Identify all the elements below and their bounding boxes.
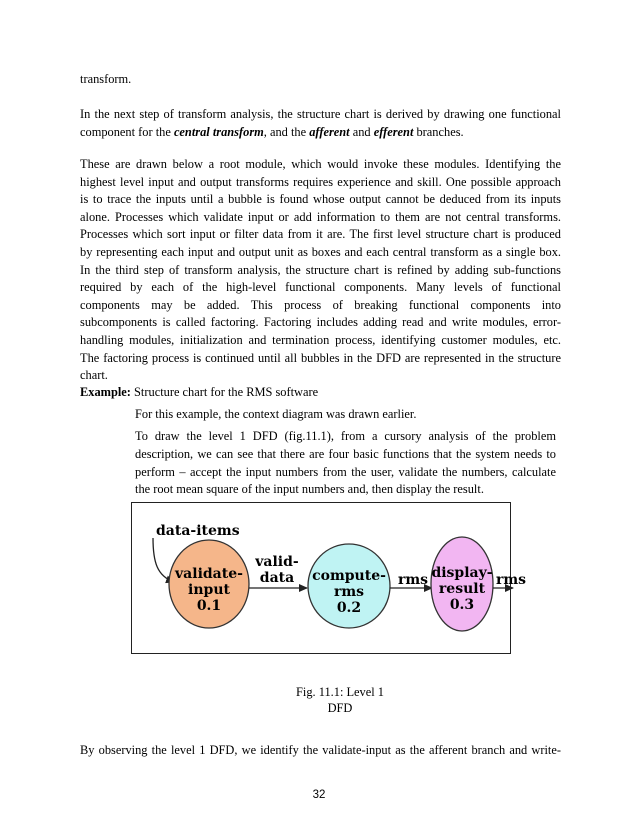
level1-dfd-figure (131, 502, 527, 654)
para2-line: chart. (80, 368, 108, 383)
bubble-compute-rms-name: compute- (312, 568, 386, 584)
dfd-paragraph (135, 428, 556, 499)
figure-caption (220, 684, 460, 716)
paragraph-structure-chart (80, 106, 561, 141)
bubble-display-result-name: display- (431, 565, 493, 581)
caption-line2: DFD (327, 701, 353, 715)
para2-line: by representing each input and output unit as boxes and each central transform as a single box. (80, 244, 561, 259)
flow-rms-label: rms (397, 572, 429, 588)
dfd-para-line: the root mean square of the input numbers and, then display the result. (135, 482, 484, 497)
para2-line: Processes which sort input or filter data from it are. The first level structure chart is produced (80, 227, 561, 242)
para2-line: handling modules, initialization and termination process, identifying customer modules, etc. (80, 332, 561, 347)
bubble-display-result-name2: result (438, 581, 486, 597)
bubble-display-result-number: 0.3 (449, 597, 475, 613)
bubble-compute-rms-number: 0.2 (336, 600, 362, 616)
bottom-line: By observing the level 1 DFD, we identify the validate-input as the afferent branch and write- (80, 743, 561, 757)
para2-line: required by each of the high-level functional components. Many levels of functional (80, 280, 561, 295)
para2-line: is to trace the inputs until a bubble is found whose output cannot be deduced from its inputs (80, 192, 561, 207)
term-efferent: efferent (373, 124, 414, 139)
example-heading (80, 384, 318, 402)
paragraph-observing (80, 742, 561, 760)
bubble-validate-input-name: validate- (175, 566, 243, 582)
caption-line1: Fig. 11.1: Level 1 (296, 685, 384, 699)
bubble-compute-rms-name2: rms (333, 584, 365, 600)
page-number: 32 (312, 789, 326, 801)
bubble-validate-input-name2: input (188, 582, 230, 598)
para2-line: components may be added. This process of breaking functional components into (80, 297, 561, 312)
paragraph-root-module (80, 156, 561, 385)
flow-valid-data-label: valid- (255, 554, 299, 570)
para2-line: The factoring process is continued until all bubbles in the DFD are represented in the structure (80, 350, 561, 365)
bubble-validate-input-number: 0.1 (196, 598, 222, 614)
para2-line: In the third step of transform analysis, the structure chart is refined by adding sub-functions (80, 262, 561, 277)
term-central-transform: central transform (173, 124, 264, 139)
para2-line: alone. Processes which validate input or add information to them are not central transforms. (80, 209, 561, 224)
flow-rms-output-label: rms (495, 572, 527, 588)
dfd-diagram (131, 502, 511, 654)
dfd-para-line: description, we can see that there are four basic functions that the system needs to (135, 446, 556, 461)
para2-line: subcomponents is called factoring. Factoring includes adding read and write modules, error- (80, 315, 561, 330)
para1-line2: component for the central transform, and the afferent and efferent branches. (80, 124, 464, 139)
dfd-para-line: perform – accept the input numbers from the user, validate the numbers, calculate (135, 464, 556, 479)
term-afferent: afferent (309, 124, 350, 139)
input-data-items-label: data-items (156, 523, 240, 539)
text-line-transform (80, 71, 561, 89)
example-text: Structure chart for the RMS software (130, 385, 319, 399)
para1-line1: In the next step of transform analysis, the structure chart is derived by drawing one functional (80, 107, 561, 121)
flow-valid-data-label2: data (259, 570, 295, 586)
context-diagram-line: For this example, the context diagram was drawn earlier. (135, 407, 417, 421)
para2-line: highest level input and output transforms requires experience and skill. One possible approach (80, 174, 561, 189)
top-line: transform. (80, 72, 132, 86)
dfd-para-line: To draw the level 1 DFD (fig.11.1), from a cursory analysis of the problem (135, 429, 556, 443)
output-flow (493, 568, 553, 598)
para2-line: These are drawn below a root module, which would invoke these modules. Identifying the (80, 157, 561, 171)
example-label: Example: (80, 385, 131, 399)
